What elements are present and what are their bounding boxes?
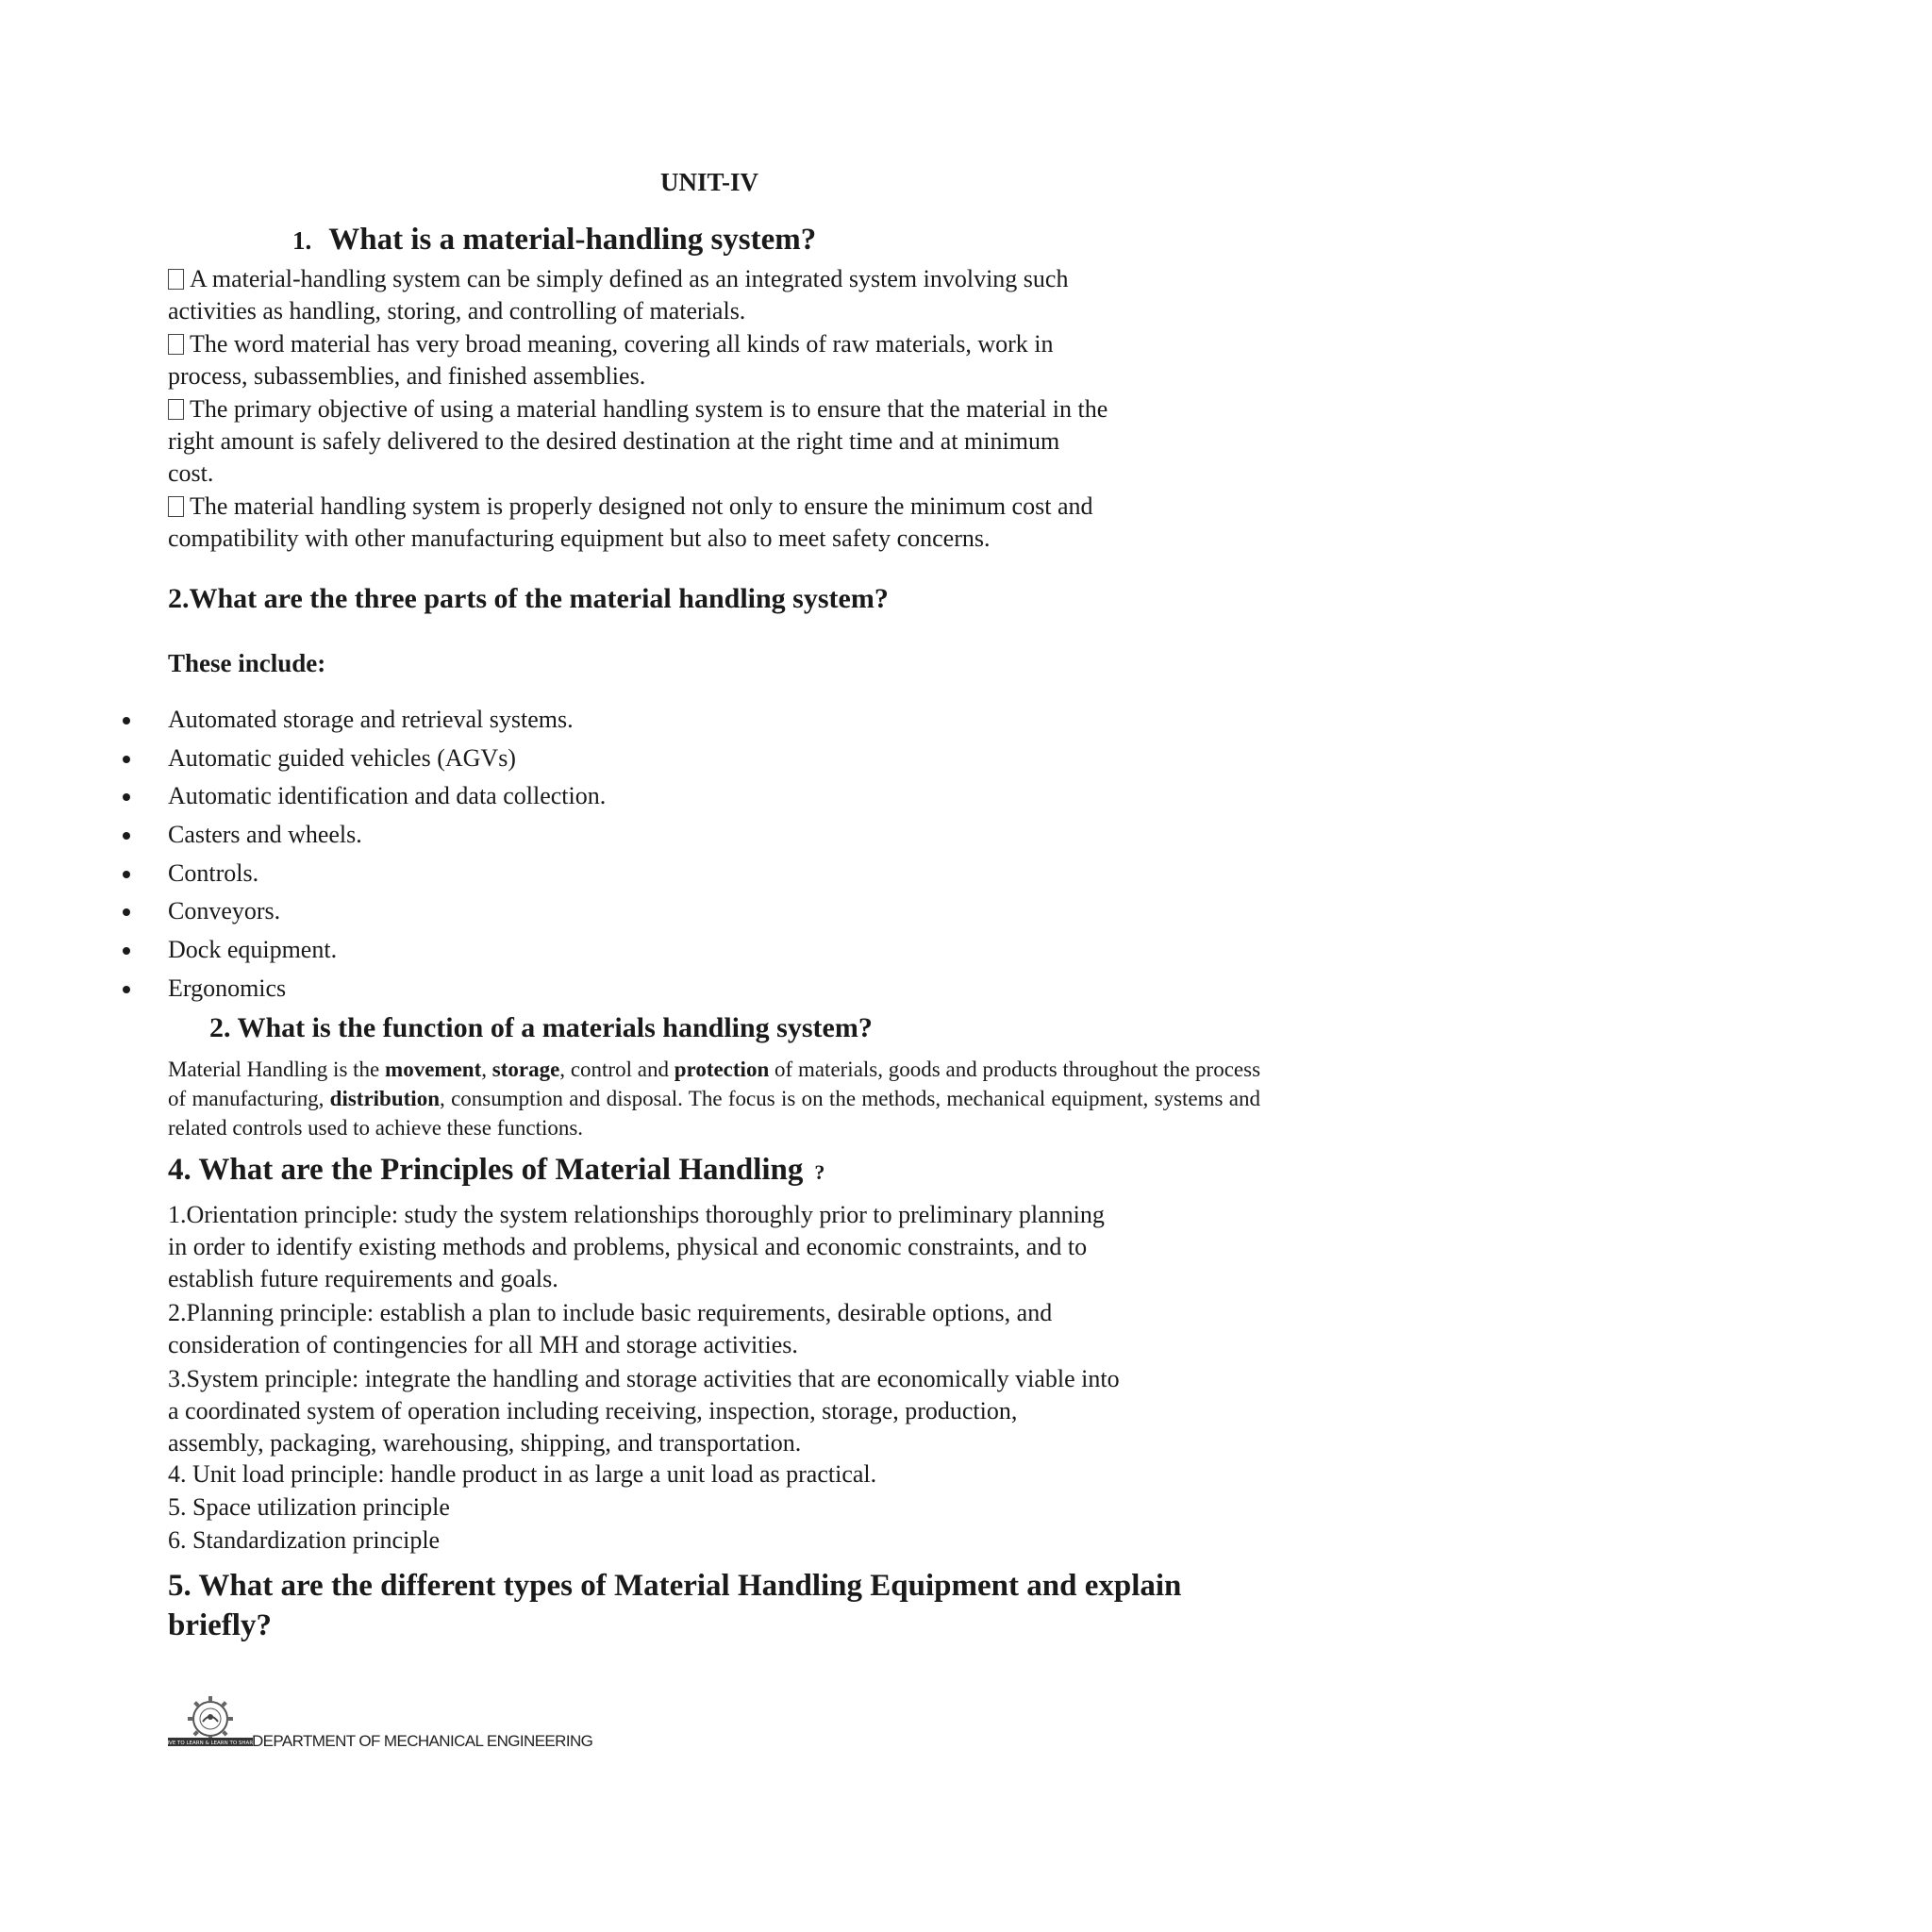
q4-principle-2: 2.Planning principle: establish a plan to include basic requirements, desirable options, and consideration of contingencies for all MH and storage activities. bbox=[168, 1299, 1053, 1358]
logo-motto: LIVE TO LEARN & LEARN TO SHARE bbox=[168, 1740, 253, 1746]
q1-paragraph-4: The material handling system is properly designed not only to ensure the minimum cost and compatibility with other manufacturing equipment but also to meet safety concerns. bbox=[168, 492, 1093, 552]
list-item: Ergonomics bbox=[123, 970, 606, 1008]
q1-paragraph-1: A material-handling system can be simply defined as an integrated system involving such activities as handling, storing, and controlling of materials. bbox=[168, 265, 1069, 325]
q4-title-suffix: ? bbox=[814, 1160, 825, 1184]
q2-list bbox=[123, 701, 606, 1008]
bullet-dot-icon bbox=[123, 717, 130, 724]
bullet-dot-icon bbox=[123, 871, 130, 878]
bullet-box-icon bbox=[168, 334, 184, 355]
q1-heading bbox=[292, 223, 816, 258]
bullet-box-icon bbox=[168, 496, 184, 517]
q4-title: 4. What are the Principles of Material Handling bbox=[168, 1153, 804, 1187]
q1-number: 1. bbox=[292, 226, 312, 255]
list-item: Automatic identification and data collection. bbox=[123, 777, 606, 816]
q4-principle-3: 3.System principle: integrate the handling and storage activities that are economically viable into a coordinated system of operation including receiving, inspection, storage, production, assembly, packaging, warehousing, shipping, and transportation. bbox=[168, 1365, 1120, 1457]
bullet-box-icon bbox=[168, 399, 184, 420]
q5-title: 5. What are the different types of Material Handling Equipment and explain briefly? bbox=[168, 1569, 1182, 1642]
q2-title: 2.What are the three parts of the material handling system? bbox=[168, 583, 889, 614]
gear-emblem-icon bbox=[168, 1696, 253, 1749]
department-label: DEPARTMENT OF MECHANICAL ENGINEERING bbox=[252, 1732, 593, 1750]
q3-title: 2. What is the function of a materials handling system? bbox=[209, 1012, 873, 1043]
bullet-dot-icon bbox=[123, 832, 130, 840]
list-item: Controls. bbox=[123, 855, 606, 893]
q1-paragraph-3: The primary objective of using a material handling system is to ensure that the material in the right amount is safely delivered to the desired destination at the right time and at minimum cost. bbox=[168, 395, 1108, 487]
q4-principle-5: 5. Space utilization principle bbox=[168, 1493, 450, 1521]
q4-principle-4: 4. Unit load principle: handle product in as large a unit load as practical. bbox=[168, 1460, 877, 1488]
bullet-dot-icon bbox=[123, 793, 130, 801]
q1-title: What is a material-handling system? bbox=[328, 223, 817, 257]
college-logo bbox=[168, 1696, 253, 1749]
bullet-dot-icon bbox=[123, 756, 130, 763]
q3-paragraph: Material Handling is the movement, storage, control and protection of materials, goods and products throughout the process of manufacturing, distribution, consumption and disposal. The focus is on the methods, mechanical equipment, systems and related controls used to achieve these functions. bbox=[168, 1058, 1261, 1140]
list-item: Casters and wheels. bbox=[123, 816, 606, 855]
q2-subtitle: These include: bbox=[168, 649, 326, 677]
list-item: Conveyors. bbox=[123, 892, 606, 931]
list-item: Automated storage and retrieval systems. bbox=[123, 701, 606, 740]
q4-heading bbox=[168, 1153, 824, 1188]
q4-principle-1: 1.Orientation principle: study the system relationships thoroughly prior to preliminary planning in order to identify existing methods and problems, physical and economic constraints, and to establish future requirements and goals. bbox=[168, 1201, 1105, 1292]
q4-principle-6: 6. Standardization principle bbox=[168, 1526, 441, 1554]
bullet-box-icon bbox=[168, 269, 184, 290]
list-item: Automatic guided vehicles (AGVs) bbox=[123, 740, 606, 778]
bullet-dot-icon bbox=[123, 908, 130, 916]
bullet-dot-icon bbox=[123, 947, 130, 955]
q1-paragraph-2: The word material has very broad meaning, covering all kinds of raw materials, work in process, subassemblies, and finished assemblies. bbox=[168, 330, 1054, 390]
bullet-dot-icon bbox=[123, 986, 130, 993]
unit-title: UNIT-IV bbox=[660, 168, 759, 196]
list-item: Dock equipment. bbox=[123, 931, 606, 970]
